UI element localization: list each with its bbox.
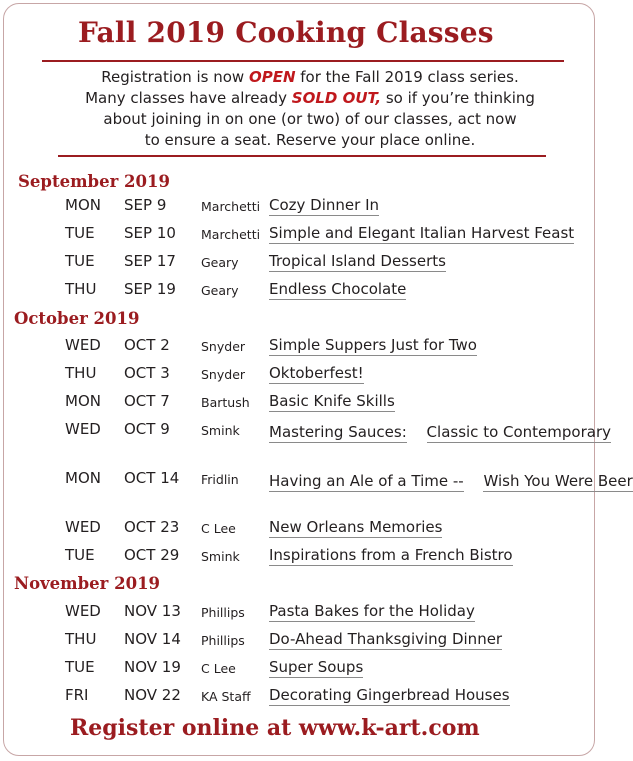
register-online-footer: Register online at www.k-art.com [70, 715, 480, 741]
class-date: NOV 13 [124, 602, 181, 620]
class-title-link-line-2[interactable]: Classic to Contemporary [426, 423, 611, 441]
class-title-link[interactable]: Basic Knife Skills [269, 392, 395, 410]
class-date: NOV 22 [124, 686, 181, 704]
page-title: Fall 2019 Cooking Classes [78, 16, 494, 49]
class-date: NOV 14 [124, 630, 181, 648]
class-instructor: Geary [201, 283, 239, 298]
class-instructor: Phillips [201, 633, 245, 648]
class-day: MON [65, 392, 101, 410]
class-instructor: Marchetti [201, 227, 261, 242]
intro-line-4: to ensure a seat. Reserve your place online. [144, 131, 476, 149]
class-day: THU [65, 280, 97, 298]
class-title-link[interactable]: New Orleans Memories [269, 518, 443, 536]
class-date: OCT 3 [124, 364, 170, 382]
intro-line-1 [40, 67, 580, 88]
class-date: OCT 7 [124, 392, 170, 410]
class-day: TUE [65, 224, 95, 242]
class-date: OCT 23 [124, 518, 180, 536]
class-title-link[interactable]: Mastering Sauces: [269, 423, 407, 441]
class-date: SEP 17 [124, 252, 176, 270]
class-date: SEP 10 [124, 224, 176, 242]
class-day: TUE [65, 252, 95, 270]
class-instructor: Snyder [201, 339, 246, 354]
intro-text: so if you’re thinking [381, 89, 535, 107]
class-instructor: Snyder [201, 367, 246, 382]
class-instructor: Phillips [201, 605, 245, 620]
class-day: WED [65, 420, 101, 438]
class-day: WED [65, 518, 101, 536]
class-day: WED [65, 336, 101, 354]
class-date: OCT 9 [124, 420, 170, 438]
intro-line-3: about joining in on one (or two) of our classes, act now [103, 110, 517, 128]
class-instructor: Bartush [201, 395, 250, 410]
class-day: MON [65, 196, 101, 214]
month-heading-november: November 2019 [14, 574, 161, 593]
class-day: THU [65, 630, 97, 648]
class-instructor: Marchetti [201, 199, 261, 214]
class-date: OCT 2 [124, 336, 170, 354]
intro-text: Registration is now [101, 68, 249, 86]
class-title-link[interactable]: Tropical Island Desserts [269, 252, 446, 270]
class-title-link[interactable]: Inspirations from a French Bistro [269, 546, 513, 564]
month-heading-september: September 2019 [18, 172, 170, 191]
class-date: SEP 19 [124, 280, 176, 298]
class-title-link[interactable]: Do-Ahead Thanksgiving Dinner [269, 630, 503, 648]
title-divider [42, 60, 564, 62]
class-day: TUE [65, 546, 95, 564]
class-row [0, 469, 633, 513]
intro-paragraph [40, 67, 580, 151]
class-date: OCT 14 [124, 469, 180, 487]
class-day: TUE [65, 658, 95, 676]
intro-line-2 [40, 88, 580, 109]
class-row [0, 420, 611, 464]
class-date: OCT 29 [124, 546, 180, 564]
class-title-link[interactable]: Simple Suppers Just for Two [269, 336, 477, 354]
class-instructor: C Lee [201, 521, 236, 536]
class-instructor: Fridlin [201, 472, 239, 487]
class-title-link[interactable]: Simple and Elegant Italian Harvest Feast [269, 224, 575, 242]
class-date: SEP 9 [124, 196, 167, 214]
class-day: MON [65, 469, 101, 487]
class-title-link[interactable]: Oktoberfest! [269, 364, 364, 382]
class-instructor: Smink [201, 423, 240, 438]
class-instructor: KA Staff [201, 689, 251, 704]
intro-divider [58, 155, 546, 157]
class-title-link[interactable]: Pasta Bakes for the Holiday [269, 602, 475, 620]
class-instructor: Smink [201, 549, 240, 564]
class-title-link[interactable]: Super Soups [269, 658, 364, 676]
class-day: THU [65, 364, 97, 382]
sold-out-highlight: SOLD OUT, [291, 89, 382, 107]
class-day: WED [65, 602, 101, 620]
class-title-link[interactable]: Decorating Gingerbread Houses [269, 686, 510, 704]
intro-text: for the Fall 2019 class series. [295, 68, 519, 86]
class-day: FRI [65, 686, 89, 704]
month-heading-october: October 2019 [14, 309, 140, 328]
class-title-link[interactable]: Cozy Dinner In [269, 196, 379, 214]
class-date: NOV 19 [124, 658, 181, 676]
open-highlight: OPEN [248, 68, 296, 86]
class-title-link[interactable]: Endless Chocolate [269, 280, 407, 298]
class-title-link-line-2[interactable]: Wish You Were Beer [483, 472, 633, 490]
class-instructor: Geary [201, 255, 239, 270]
class-instructor: C Lee [201, 661, 236, 676]
intro-text: Many classes have already [85, 89, 292, 107]
class-title-link[interactable]: Having an Ale of a Time -- [269, 472, 464, 490]
